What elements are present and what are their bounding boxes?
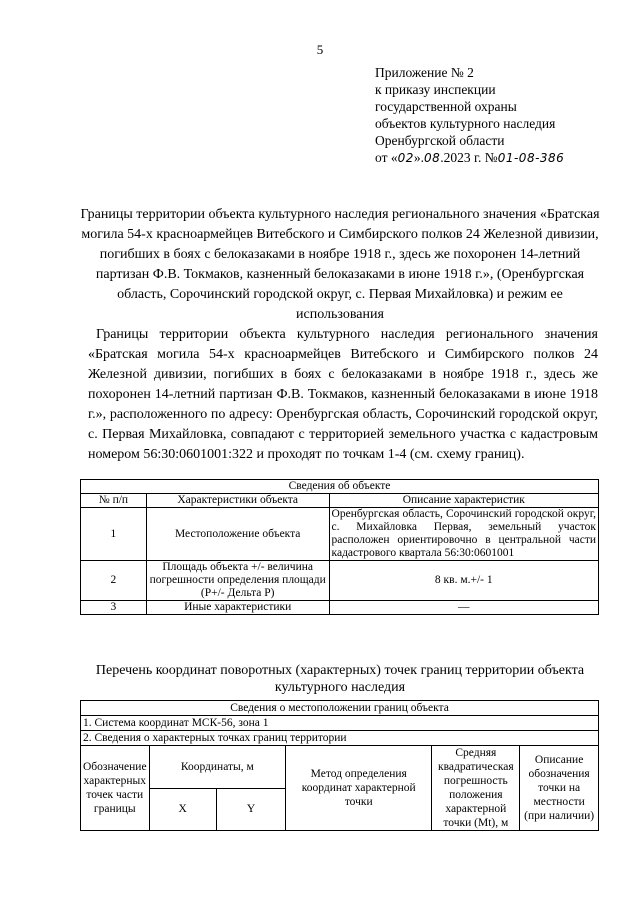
table-row [81, 601, 599, 615]
handwritten-day: 02 [397, 151, 414, 165]
characteristic-description: Оренбургская область, Сорочинский городской округ, с. Михайловка Первая, земельный участок расположен ориентировочно в центральной части кадастрового квартала 56:30:0601001 [329, 508, 598, 561]
page-number: 5 [316, 42, 324, 57]
characteristic-description: 8 кв. м.+/- 1 [329, 561, 598, 601]
table-caption: Сведения о местоположении границ объекта [81, 701, 599, 716]
row-number: 2 [81, 561, 147, 601]
appendix-line: объектов культурного наследия [375, 116, 556, 131]
boundary-description [88, 325, 598, 465]
appendix-line: Оренбургской области [375, 133, 505, 148]
object-info-table [80, 479, 599, 615]
points-info-row: 2. Сведения о характерных точках границ территории [81, 731, 599, 746]
coordinate-system-row: 1. Система координат МСК-56, зона 1 [81, 716, 599, 731]
header-description: Описание обозначения точки на местности (при наличии) [520, 746, 599, 831]
characteristic-description: — [329, 601, 598, 615]
header-cell: Характеристики объекта [146, 494, 329, 508]
table-row [81, 508, 599, 561]
appendix-header [375, 64, 564, 167]
header-cell: № п/п [81, 494, 147, 508]
characteristic-name: Местоположение объекта [146, 508, 329, 561]
table-caption: Сведения об объекте [81, 480, 599, 494]
coordinates-table [80, 700, 599, 831]
header-method: Метод определения координат характерной точки [286, 746, 432, 831]
header-coordinates: Координаты, м [149, 746, 286, 789]
table-row [81, 561, 599, 601]
document-title: Границы территории объекта культурного наследия регионального значения «Братская могила 54-х красноармейцев Витебского и Симбирского полков 24 Железной дивизии, погибших в боях с белоказаками в ноябре 1918 г., здесь же похоронен 14-летний партизан Ф.В. Токмаков, казненный белоказаками в июне 1918 г.», (Оренбургская область, Сорочинский городской округ, с. Первая Михайловка) и режим ее использования [80, 207, 600, 322]
header-y: Y [216, 788, 285, 831]
header-error: Средняя квадратическая погрешность положения характерной точки (Mt), м [432, 746, 520, 831]
appendix-line: к приказу инспекции [375, 82, 496, 97]
handwritten-month: 08 [424, 151, 441, 165]
boundary-paragraph: Границы территории объекта культурного наследия регионального значения «Братская могила 54-х красноармейцев Витебского и Симбирского полков 24 Железной дивизии, погибших в боях с белоказаками в ноябре 1918 г., здесь же похоронен 14-летний партизан Ф.В. Токмаков, казненный белоказаками в июне 1918 г.», расположенного по адресу: Оренбургская область, Сорочинский городской округ, с. Первая Михайловка, совпадают с территорией земельного участка с кадастровым номером 56:30:0601001:322 и проходят по точкам 1-4 (см. схему границ). [88, 327, 598, 462]
coordinates-list-title: Перечень координат поворотных (характерных) точек границ территории объекта культурного наследия [95, 663, 585, 695]
characteristic-name: Площадь объекта +/- величина погрешности определения площади (P+/- Дельта P) [146, 561, 329, 601]
header-x: X [149, 788, 216, 831]
handwritten-order-number: 01-08-386 [497, 151, 565, 165]
characteristic-name: Иные характеристики [146, 601, 329, 615]
order-date-line: от «02».08.2023 г. №01-08-386 [375, 150, 565, 165]
row-number: 1 [81, 508, 147, 561]
header-cell: Описание характеристик [329, 494, 598, 508]
appendix-line: Приложение № 2 [375, 65, 474, 80]
row-number: 3 [81, 601, 147, 615]
appendix-line: государственной охраны [375, 99, 517, 114]
header-point-designation: Обозначение характерных точек части границы [81, 746, 150, 831]
